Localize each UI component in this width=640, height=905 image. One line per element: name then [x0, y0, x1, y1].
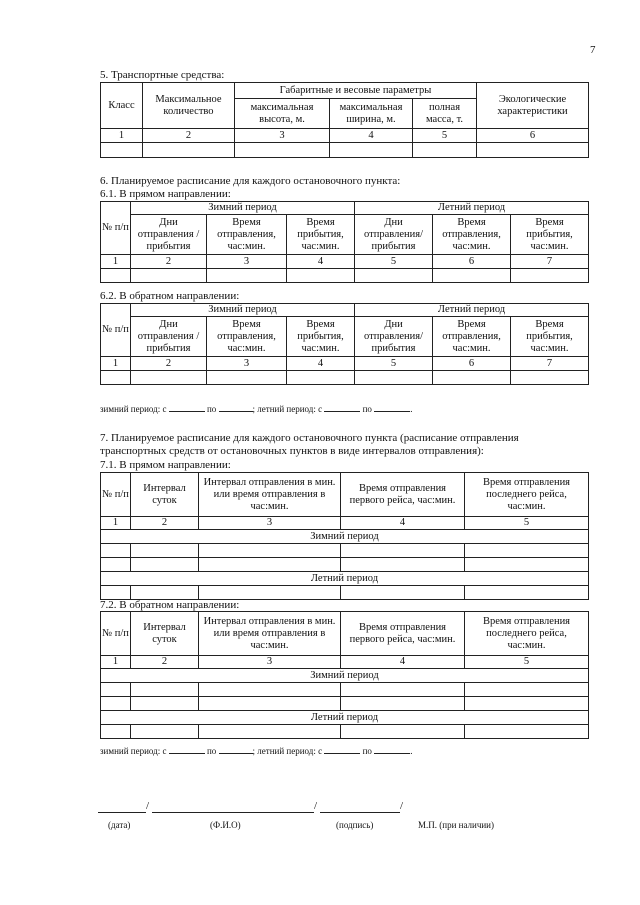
summer-to-field[interactable]	[374, 745, 410, 754]
header-first-trip: Время отправления первого рейса, час:мин.	[341, 612, 465, 656]
date-line[interactable]	[98, 812, 146, 813]
table-row	[101, 725, 589, 739]
table-row	[101, 558, 589, 572]
col-number: 4	[341, 517, 465, 530]
header-arr-time: Время прибытия, час:мин.	[511, 317, 589, 357]
col-number: 3	[207, 357, 287, 371]
header-max-height: максимальная высота, м.	[235, 99, 330, 129]
vehicles-table	[100, 82, 589, 158]
header-interval-day: Интервал суток	[131, 612, 199, 656]
col-number: 4	[287, 255, 355, 269]
date-caption: (дата)	[108, 820, 131, 830]
table-row	[101, 544, 589, 558]
separator-slash: /	[314, 800, 318, 812]
interval-forward-table	[100, 472, 589, 600]
section6-title: 6. Планируемое расписание для каждого остановочного пункта:	[100, 175, 401, 187]
table-row	[101, 269, 589, 283]
col-number: 4	[341, 656, 465, 669]
header-last-trip: Время отправления последнего рейса, час:мин.	[465, 612, 589, 656]
page-number: 7	[590, 44, 596, 56]
table-row	[101, 697, 589, 711]
schedule-forward-table	[100, 201, 589, 283]
summer-from-field[interactable]	[324, 745, 360, 754]
col-number: 6	[477, 129, 589, 143]
header-first-trip: Время отправления первого рейса, час:мин.	[341, 473, 465, 517]
schedule-backward-table	[100, 303, 589, 385]
stamp-caption: М.П. (при наличии)	[418, 820, 494, 830]
period-footer: зимний период: с по ; летний период: с по .	[100, 746, 413, 756]
header-dep-time: Время отправления, час:мин.	[433, 317, 511, 357]
section6-sub1: 6.1. В прямом направлении:	[100, 188, 231, 200]
header-winter: Зимний период	[131, 304, 355, 317]
summer-to-field[interactable]	[374, 403, 410, 412]
header-interval-dep: Интервал отправления в мин. или время отправления в час:мин.	[199, 473, 341, 517]
fio-line[interactable]	[152, 812, 314, 813]
header-days: Дни отправления /прибытия	[131, 317, 207, 357]
section7-sub2: 7.2. В обратном направлении:	[100, 599, 240, 611]
header-winter: Зимний период	[131, 202, 355, 215]
section7-sub1: 7.1. В прямом направлении:	[100, 459, 231, 471]
summer-period-row: Летний период	[101, 572, 589, 586]
header-interval-day: Интервал суток	[131, 473, 199, 517]
header-gabarit: Габаритные и весовые параметры	[235, 83, 477, 99]
col-number: 3	[199, 656, 341, 669]
interval-backward-table	[100, 611, 589, 739]
col-number: 1	[101, 357, 131, 371]
header-num: № п/п	[101, 304, 131, 357]
col-number: 2	[131, 517, 199, 530]
col-number: 5	[413, 129, 477, 143]
separator-slash: /	[146, 800, 150, 812]
header-days: Дни отправления/ прибытия	[355, 317, 433, 357]
col-number: 6	[433, 255, 511, 269]
header-full-mass: полная масса, т.	[413, 99, 477, 129]
col-number: 1	[101, 129, 143, 143]
summer-period-row: Летний период	[101, 711, 589, 725]
col-number: 3	[199, 517, 341, 530]
header-last-trip: Время отправления последнего рейса, час:мин.	[465, 473, 589, 517]
winter-period-row: Зимний период	[101, 530, 589, 544]
col-number: 5	[465, 517, 589, 530]
table-row	[101, 586, 589, 600]
header-max-count: Максимальное количество	[143, 83, 235, 129]
header-max-width: максимальная ширина, м.	[330, 99, 413, 129]
col-number: 2	[131, 255, 207, 269]
header-interval-dep: Интервал отправления в мин. или время отправления в час:мин.	[199, 612, 341, 656]
header-eco: Экологические характеристики	[477, 83, 589, 129]
col-number: 6	[433, 357, 511, 371]
col-number: 1	[101, 517, 131, 530]
header-arr-time: Время прибытия, час:мин.	[511, 215, 589, 255]
header-days: Дни отправления /прибытия	[131, 215, 207, 255]
winter-to-field[interactable]	[219, 403, 253, 412]
winter-from-field[interactable]	[169, 745, 205, 754]
period-footer: зимний период: с по ; летний период: с по .	[100, 404, 413, 414]
section6-sub2: 6.2. В обратном направлении:	[100, 290, 240, 302]
signature-line[interactable]	[320, 812, 400, 813]
col-number: 3	[235, 129, 330, 143]
header-arr-time: Время прибытия, час:мин.	[287, 215, 355, 255]
winter-to-field[interactable]	[219, 745, 253, 754]
header-dep-time: Время отправления, час:мин.	[207, 215, 287, 255]
section5-title: 5. Транспортные средства:	[100, 69, 225, 81]
winter-from-field[interactable]	[169, 403, 205, 412]
col-number: 1	[101, 255, 131, 269]
fio-caption: (Ф.И.О)	[210, 820, 241, 830]
header-summer: Летний период	[355, 304, 589, 317]
header-num: № п/п	[101, 612, 131, 656]
header-dep-time: Время отправления, час:мин.	[207, 317, 287, 357]
winter-period-row: Зимний период	[101, 669, 589, 683]
col-number: 5	[355, 255, 433, 269]
summer-from-field[interactable]	[324, 403, 360, 412]
section7-title: 7. Планируемое расписание для каждого остановочного пункта (расписание отправления транспортных средств от остановочных пунктов в виде интервалов отправления):	[100, 432, 519, 457]
col-number: 5	[355, 357, 433, 371]
header-days: Дни отправления/ прибытия	[355, 215, 433, 255]
table-row	[101, 143, 589, 158]
col-number: 7	[511, 255, 589, 269]
col-number: 4	[287, 357, 355, 371]
col-number: 1	[101, 656, 131, 669]
header-num: № п/п	[101, 202, 131, 255]
col-number: 2	[143, 129, 235, 143]
header-summer: Летний период	[355, 202, 589, 215]
col-number: 2	[131, 357, 207, 371]
header-dep-time: Время отправления, час:мин.	[433, 215, 511, 255]
table-row	[101, 683, 589, 697]
header-class: Класс	[101, 83, 143, 129]
sign-caption: (подпись)	[336, 820, 374, 830]
separator-slash: /	[400, 800, 404, 812]
header-num: № п/п	[101, 473, 131, 517]
header-arr-time: Время прибытия, час:мин.	[287, 317, 355, 357]
col-number: 4	[330, 129, 413, 143]
col-number: 5	[465, 656, 589, 669]
col-number: 2	[131, 656, 199, 669]
table-row	[101, 371, 589, 385]
col-number: 3	[207, 255, 287, 269]
col-number: 7	[511, 357, 589, 371]
